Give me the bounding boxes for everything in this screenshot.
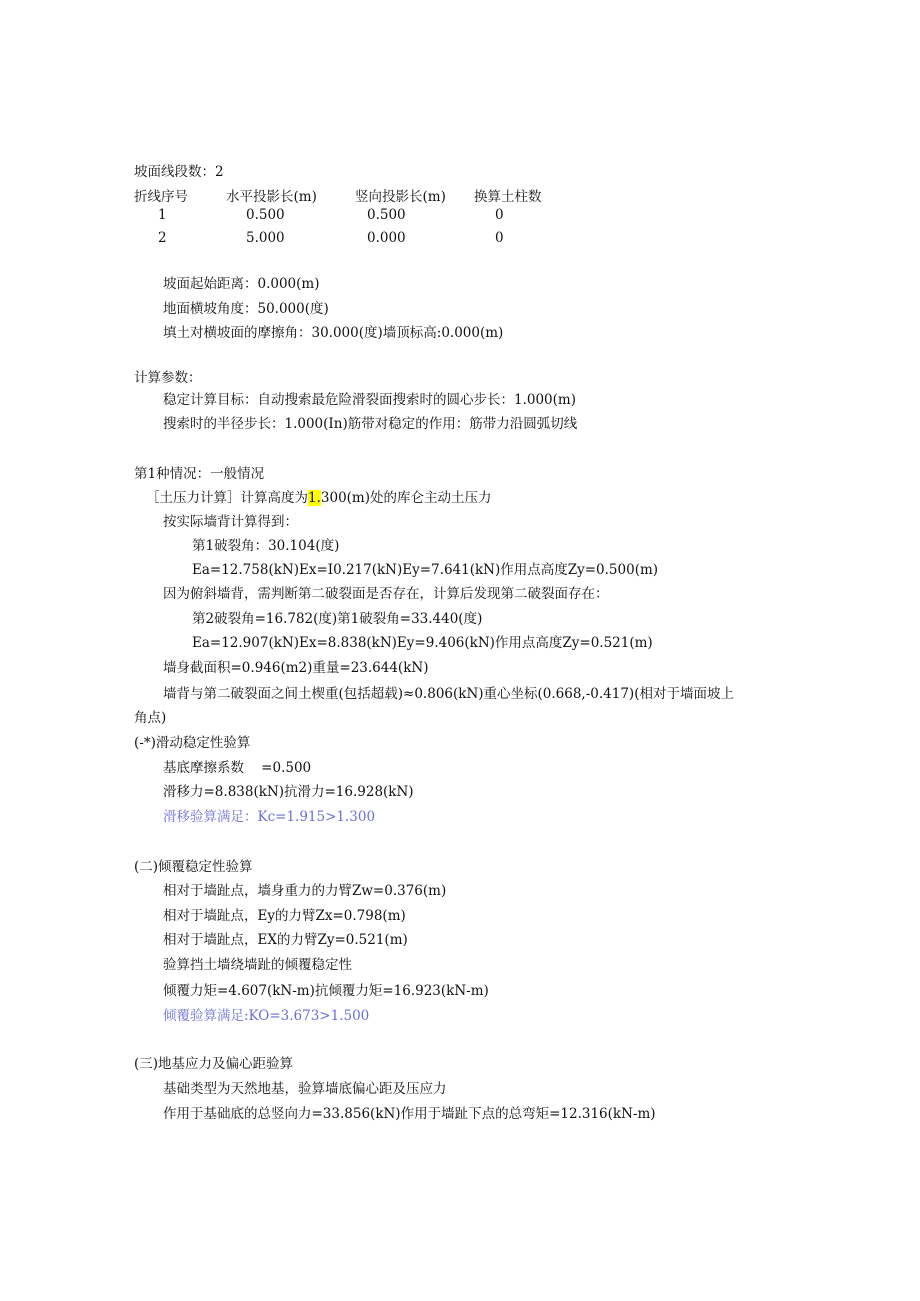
- table-cell: 0: [495, 207, 504, 223]
- foundation-type: 基础类型为天然地基，验算墙底偏心距及压应力: [163, 1081, 447, 1097]
- table-cell: 5.000: [246, 230, 285, 246]
- table-cell: 0.500: [246, 207, 285, 223]
- overturning-result: 倾覆验算满足:KO=3.673>1.500: [163, 1008, 370, 1024]
- table-cell: 0.000: [367, 230, 406, 246]
- sliding-forces: 滑移力=8.838(kN)抗滑力=16.928(kN): [163, 784, 414, 800]
- by-wall-back: 按实际墙背计算得到：: [163, 514, 298, 530]
- overturning-moments: 倾覆力矩=4.607(kN-m)抗倾覆力矩=16.923(kN-m): [163, 983, 489, 999]
- slope-start-distance: 坡面起始距离：0.000(m): [163, 276, 320, 292]
- highlighted-value: 1.: [308, 490, 321, 506]
- friction-coefficient: 基底摩擦系数 =0.500: [163, 760, 312, 776]
- second-crack-angle: 第2破裂角=16.782(度)第1破裂角=33.440(度): [192, 611, 483, 627]
- table-header-index: 折线序号: [134, 189, 188, 205]
- slope-segments-label: 坡面线段数：2: [134, 164, 224, 180]
- wedge-weight-cont: 角点): [134, 710, 167, 726]
- earth-pressure-1: Ea=12.758(kN)Ex=I0.217(kN)Ey=7.641(kN)作用点高度Zy=0.500(m): [192, 562, 659, 578]
- params-line-2: 搜索时的半径步长：1.000(In)筋带对稳定的作用：筋带力沿圆弧切线: [163, 416, 578, 432]
- earth-pressure-pre: ［土压力计算］计算高度为: [146, 490, 308, 506]
- lever-arm-zy: 相对于墙趾点，EX的力臂Zy=0.521(m): [163, 932, 408, 948]
- lever-arm-zw: 相对于墙趾点，墙身重力的力臂Zw=0.376(m): [163, 883, 447, 899]
- sliding-title: (-*)滑动稳定性验算: [134, 735, 251, 751]
- table-header-vertical: 竖向投影长(m): [355, 189, 446, 205]
- table-cell: 1: [158, 207, 167, 223]
- friction-angle: 填土对横坡面的摩擦角：30.000(度)墙顶标高:0.000(m): [163, 325, 504, 341]
- overturning-check: 验算挡土墙绕墙趾的倾覆稳定性: [163, 957, 352, 973]
- table-cell: 0: [495, 230, 504, 246]
- table-header-soil-columns: 换算土柱数: [474, 189, 542, 205]
- earth-pressure-post: 300(m)处的库仑主动土压力: [320, 490, 492, 506]
- earth-pressure-line: [146, 489, 492, 507]
- second-crack-check: 因为俯斜墙背，需判断第二破裂面是否存在，计算后发现第二破裂面存在：: [163, 586, 609, 602]
- table-cell: 2: [158, 230, 167, 246]
- overturning-title: (二)倾覆稳定性验算: [134, 859, 253, 875]
- params-line-1: 稳定计算目标：自动搜索最危险滑裂面搜索时的圆心步长：1.000(m): [163, 392, 576, 408]
- earth-pressure-2: Ea=12.907(kN)Ex=8.838(kN)Ey=9.406(kN)作用点高度Zy=0.521(m): [192, 635, 653, 651]
- first-crack-angle: 第1破裂角：30.104(度): [192, 538, 340, 554]
- cross-slope-angle: 地面横坡角度：50.000(度): [163, 301, 329, 317]
- sliding-result: 滑移验算满足：Kc=1.915>1.300: [163, 809, 376, 825]
- foundation-title: (三)地基应力及偏心距验算: [134, 1056, 294, 1072]
- table-cell: 0.500: [367, 207, 406, 223]
- foundation-forces: 作用于基础底的总竖向力=33.856(kN)作用于墙趾下点的总弯矩=12.316(kN-m): [163, 1106, 656, 1122]
- wedge-weight: 墙背与第二破裂面之间土楔重(包括超载)≈0.806(kN)重心坐标(0.668,-0.417)(相对于墙面坡上: [163, 686, 734, 702]
- lever-arm-zx: 相对于墙趾点，Ey的力臂Zx=0.798(m): [163, 908, 406, 924]
- wall-section: 墙身截面积=0.946(m2)重量=23.644(kN): [163, 660, 429, 676]
- case-title: 第1种情况：一般情况: [134, 466, 265, 482]
- table-header-horizontal: 水平投影长(m): [226, 189, 317, 205]
- params-title: 计算参数：: [134, 370, 202, 386]
